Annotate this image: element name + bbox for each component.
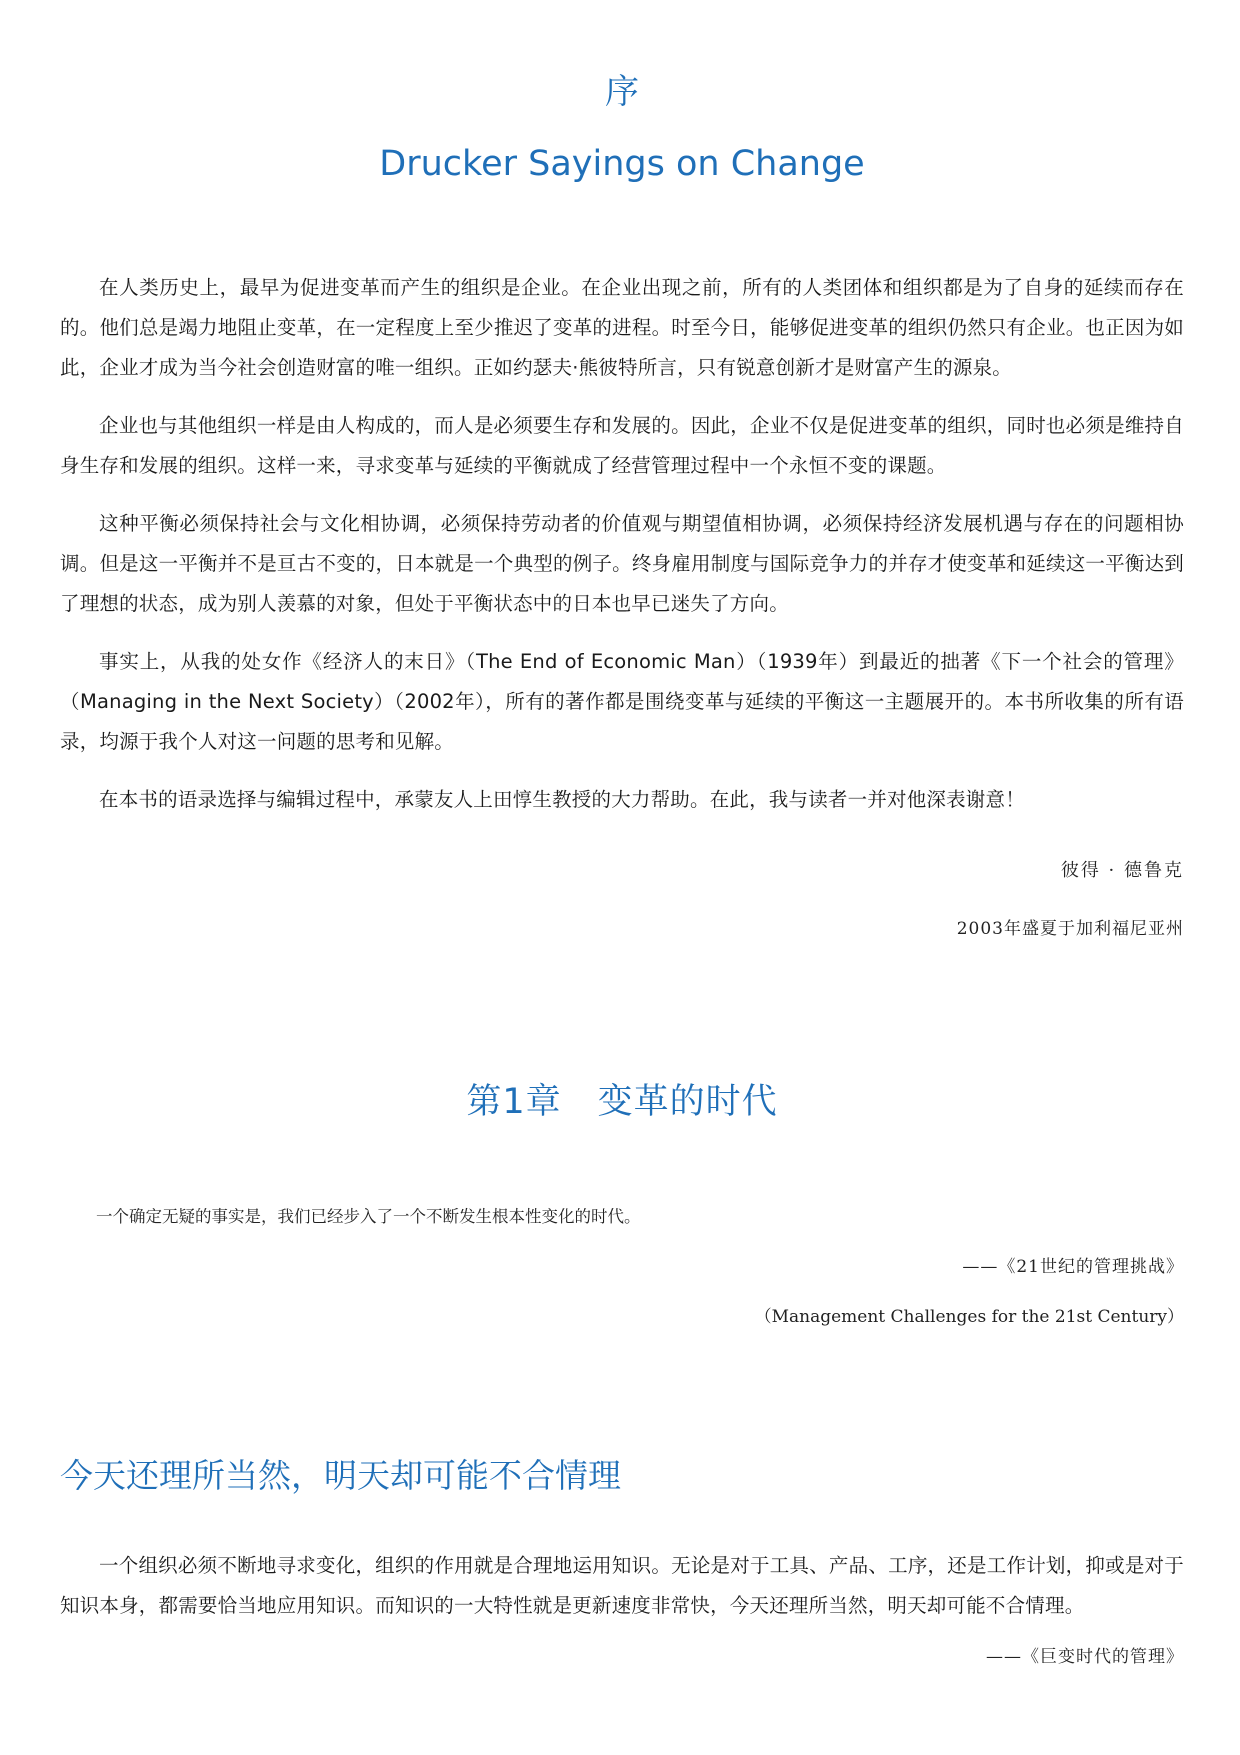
chapter-quote: 一个确定无疑的事实是，我们已经步入了一个不断发生根本性变化的时代。 xyxy=(96,1207,641,1226)
preface-paragraph-5: 在本书的语录选择与编辑过程中，承蒙友人上田惇生教授的大力帮助。在此，我与读者一并对他深表谢意！ xyxy=(99,788,1025,811)
preface-paragraph-2: 企业也与其他组织一样是由人构成的，而人是必须要生存和发展的。因此，企业不仅是促进变革的组织，同时也必须是维持自身生存和发展的组织。这样一来，寻求变革与延续的平衡就成了经营管理过程中一个永恒不变的课题。 xyxy=(60,414,1184,477)
chapter-quote-source-en: （Management Challenges for the 21st Century） xyxy=(754,1307,1184,1327)
preface-signature: 彼得 · 德鲁克 xyxy=(1060,860,1184,881)
preface-title: 序 xyxy=(605,72,639,112)
preface-paragraph-4: 事实上，从我的处女作《经济人的末日》（The End of Economic Man）（1939年）到最近的拙著《下一个社会的管理》（Managing in the Next Society）（2002年），所有的著作都是围绕变革与延续的平衡这一主题展开的。本书所收集的所有语录，均源于我个人对这一问题的思考和见解。 xyxy=(60,650,1184,753)
section-source: ——《巨变时代的管理》 xyxy=(986,1647,1184,1667)
preface-date-place: 2003年盛夏于加利福尼亚州 xyxy=(956,919,1184,939)
preface-body xyxy=(60,268,1184,838)
preface-paragraph-3: 这种平衡必须保持社会与文化相协调，必须保持劳动者的价值观与期望值相协调，必须保持经济发展机遇与存在的问题相协调。但是这一平衡并不是亘古不变的，日本就是一个典型的例子。终身雇用制度与国际竞争力的并存才使变革和延续这一平衡达到了理想的状态，成为别人羡慕的对象，但处于平衡状态中的日本也早已迷失了方向。 xyxy=(60,512,1184,615)
chapter-quote-source: ——《21世纪的管理挑战》 xyxy=(962,1257,1184,1277)
section-body xyxy=(60,1546,1184,1644)
preface-paragraph-1: 在人类历史上，最早为促进变革而产生的组织是企业。在企业出现之前，所有的人类团体和组织都是为了自身的延续而存在的。他们总是竭力地阻止变革，在一定程度上至少推迟了变革的进程。时至今日，能够促进变革的组织仍然只有企业。也正因为如此，企业才成为当今社会创造财富的唯一组织。正如约瑟夫·熊彼特所言，只有锐意创新才是财富产生的源泉。 xyxy=(60,276,1184,379)
section-heading: 今天还理所当然，明天却可能不合情理 xyxy=(60,1456,621,1495)
section-paragraph: 一个组织必须不断地寻求变化，组织的作用就是合理地运用知识。无论是对于工具、产品、工序，还是工作计划，抑或是对于知识本身，都需要恰当地应用知识。而知识的一大特性就是更新速度非常快，今天还理所当然，明天却可能不合情理。 xyxy=(60,1554,1184,1617)
preface-subtitle: Drucker Sayings on Change xyxy=(379,144,865,184)
chapter-title: 第1章 变革的时代 xyxy=(466,1082,778,1122)
